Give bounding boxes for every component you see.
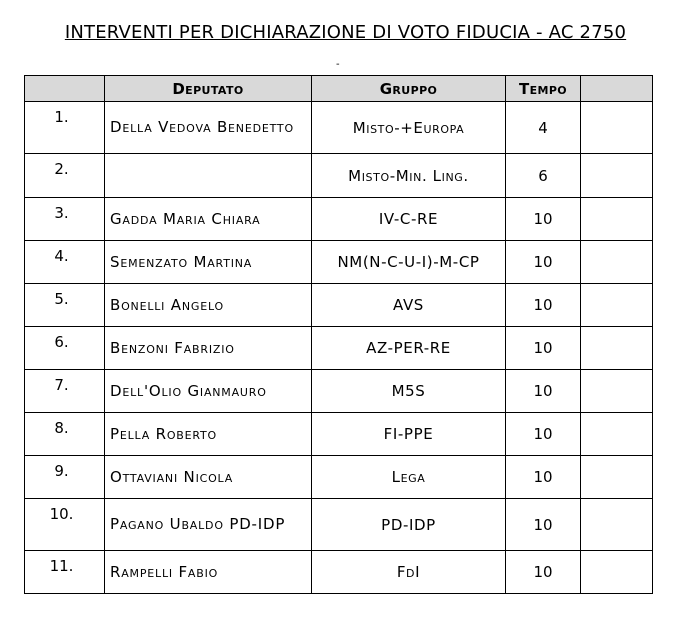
row-gruppo: PD-IDP — [312, 499, 506, 551]
row-tempo: 10 — [506, 551, 581, 594]
row-deputato: Della Vedova Benedetto — [105, 102, 312, 154]
row-tempo: 10 — [506, 327, 581, 370]
row-extra — [581, 413, 653, 456]
table-row — [25, 154, 653, 198]
row-number: 11. — [25, 551, 105, 594]
table-row — [25, 499, 653, 551]
row-tempo: 10 — [506, 241, 581, 284]
row-gruppo: NM(N-C-U-I)-M-CP — [312, 241, 506, 284]
stray-mark: - — [336, 59, 340, 70]
row-deputato: Bonelli Angelo — [105, 284, 312, 327]
row-gruppo: AVS — [312, 284, 506, 327]
header-tempo: Tempo — [506, 76, 581, 102]
header-extra — [581, 76, 653, 102]
row-number: 2. — [25, 154, 105, 198]
table-header-row — [25, 76, 653, 102]
row-gruppo: AZ-PER-RE — [312, 327, 506, 370]
row-tempo: 10 — [506, 456, 581, 499]
row-number: 5. — [25, 284, 105, 327]
row-deputato: Pella Roberto — [105, 413, 312, 456]
table-row — [25, 102, 653, 154]
header-deputato: Deputato — [105, 76, 312, 102]
row-extra — [581, 284, 653, 327]
table-row — [25, 456, 653, 499]
row-number: 10. — [25, 499, 105, 551]
row-tempo: 10 — [506, 284, 581, 327]
table-row — [25, 198, 653, 241]
row-extra — [581, 551, 653, 594]
row-number: 4. — [25, 241, 105, 284]
row-gruppo: Lega — [312, 456, 506, 499]
row-number: 1. — [25, 102, 105, 154]
row-number: 3. — [25, 198, 105, 241]
row-gruppo: FI-PPE — [312, 413, 506, 456]
row-deputato: Pagano Ubaldo PD-IDP — [105, 499, 312, 551]
table-row — [25, 413, 653, 456]
row-deputato: Gadda Maria Chiara — [105, 198, 312, 241]
row-deputato: Ottaviani Nicola — [105, 456, 312, 499]
row-tempo: 4 — [506, 102, 581, 154]
row-gruppo: FdI — [312, 551, 506, 594]
table-row — [25, 241, 653, 284]
row-tempo: 10 — [506, 499, 581, 551]
header-number — [25, 76, 105, 102]
row-number: 8. — [25, 413, 105, 456]
row-deputato: Rampelli Fabio — [105, 551, 312, 594]
document-title: INTERVENTI PER DICHIARAZIONE DI VOTO FIDUCIA - AC 2750 — [64, 22, 627, 43]
row-gruppo: IV-C-RE — [312, 198, 506, 241]
row-tempo: 10 — [506, 413, 581, 456]
row-extra — [581, 327, 653, 370]
row-tempo: 10 — [506, 370, 581, 413]
row-gruppo: Misto-Min. Ling. — [312, 154, 506, 198]
row-deputato — [105, 154, 312, 198]
row-deputato: Semenzato Martina — [105, 241, 312, 284]
row-number: 6. — [25, 327, 105, 370]
table-row — [25, 370, 653, 413]
row-extra — [581, 499, 653, 551]
table-row — [25, 284, 653, 327]
row-extra — [581, 198, 653, 241]
row-extra — [581, 370, 653, 413]
row-tempo: 6 — [506, 154, 581, 198]
table-row — [25, 327, 653, 370]
header-gruppo: Gruppo — [312, 76, 506, 102]
row-number: 7. — [25, 370, 105, 413]
row-extra — [581, 241, 653, 284]
row-extra — [581, 456, 653, 499]
row-gruppo: Misto-+Europa — [312, 102, 506, 154]
row-tempo: 10 — [506, 198, 581, 241]
row-extra — [581, 102, 653, 154]
table-row — [25, 551, 653, 594]
row-gruppo: M5S — [312, 370, 506, 413]
row-deputato: Benzoni Fabrizio — [105, 327, 312, 370]
row-deputato: Dell'Olio Gianmauro — [105, 370, 312, 413]
speakers-table — [24, 75, 653, 594]
row-extra — [581, 154, 653, 198]
row-number: 9. — [25, 456, 105, 499]
